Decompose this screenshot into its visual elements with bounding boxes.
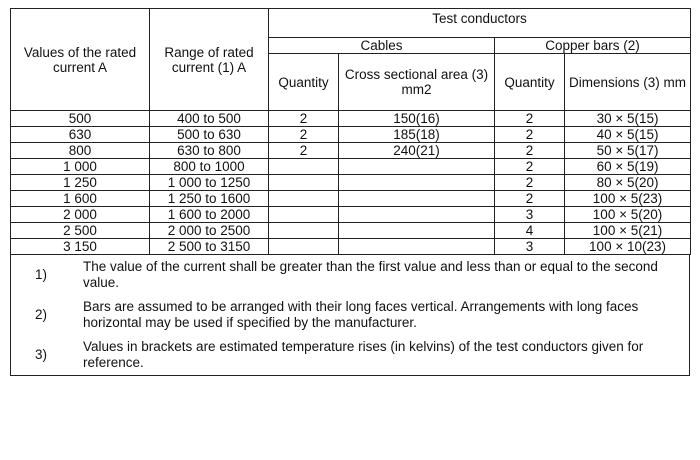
footnote-number: 2) [35,307,48,322]
cell-bar-quantity: 2 [495,159,565,175]
table-row [11,127,691,143]
cell-bar-quantity: 2 [495,175,565,191]
cell-cable-area [339,159,495,175]
footnote-number: 1) [35,267,48,282]
cell-cable-quantity [269,223,339,239]
table-row [11,159,691,175]
footnote-text: Values in brackets are estimated temperature rises (in kelvins) of the test conductors given for reference. [83,339,644,370]
cell-rated-current: 500 [11,111,150,127]
cell-bar-dimensions: 50 × 5(17) [565,143,691,159]
cell-cable-area [339,175,495,191]
cell-cable-quantity: 2 [269,111,339,127]
cell-rated-current: 1 250 [11,175,150,191]
cell-cable-area: 240(21) [339,143,495,159]
cell-bar-quantity: 3 [495,239,565,255]
footnotes [10,255,690,376]
cell-bar-dimensions: 100 × 5(23) [565,191,691,207]
cell-cable-area: 185(18) [339,127,495,143]
header-bar-quantity: Quantity [495,54,565,111]
table-row [11,111,691,127]
footnote [11,295,689,335]
cell-bar-dimensions: 100 × 5(21) [565,223,691,239]
table-row [11,207,691,223]
cell-bar-dimensions: 40 × 5(15) [565,127,691,143]
table-row [11,175,691,191]
cell-range: 1 600 to 2000 [150,207,269,223]
cell-cable-quantity [269,191,339,207]
cell-range: 500 to 630 [150,127,269,143]
test-conductors-table [10,8,691,255]
cell-cable-quantity [269,207,339,223]
header-cables: Cables [269,38,495,54]
cell-rated-current: 1 600 [11,191,150,207]
cell-bar-dimensions: 60 × 5(19) [565,159,691,175]
header-cross-sectional-area: Cross sectional area (3) mm2 [339,54,495,111]
table-row [11,143,691,159]
cell-cable-quantity: 2 [269,143,339,159]
header-range-rated-current: Range of rated current (1) A [150,9,269,111]
cell-rated-current: 2 500 [11,223,150,239]
cell-range: 2 500 to 3150 [150,239,269,255]
footnote-number: 3) [35,347,48,362]
cell-rated-current: 3 150 [11,239,150,255]
header-values-rated-current: Values of the rated current A [11,9,150,111]
cell-cable-area [339,191,495,207]
cell-bar-dimensions: 100 × 10(23) [565,239,691,255]
table-row [11,223,691,239]
table-row [11,191,691,207]
document-page [10,8,690,455]
cell-range: 400 to 500 [150,111,269,127]
cell-bar-quantity: 4 [495,223,565,239]
cell-cable-quantity [269,239,339,255]
header-cable-quantity: Quantity [269,54,339,111]
footnote-text: Bars are assumed to be arranged with their long faces vertical. Arrangements with long faces horizontal may be used if specified by the manufacturer. [83,299,639,330]
cell-cable-quantity [269,159,339,175]
cell-cable-quantity: 2 [269,127,339,143]
cell-range: 1 000 to 1250 [150,175,269,191]
cell-rated-current: 2 000 [11,207,150,223]
header-dimensions: Dimensions (3) mm [565,54,691,111]
cell-rated-current: 1 000 [11,159,150,175]
cell-range: 2 000 to 2500 [150,223,269,239]
cell-bar-quantity: 2 [495,111,565,127]
cell-cable-area [339,207,495,223]
cell-cable-area: 150(16) [339,111,495,127]
cell-bar-dimensions: 100 × 5(20) [565,207,691,223]
cell-range: 630 to 800 [150,143,269,159]
cell-cable-area [339,223,495,239]
footnote-text: The value of the current shall be greater than the first value and less than or equal to the second value. [83,259,658,290]
footnote [11,255,689,295]
header-copper-bars: Copper bars (2) [495,38,691,54]
cell-bar-quantity: 2 [495,127,565,143]
cell-bar-quantity: 2 [495,191,565,207]
header-test-conductors: Test conductors [269,9,691,38]
footnote [11,335,689,375]
cell-rated-current: 630 [11,127,150,143]
table-row [11,239,691,255]
cell-range: 1 250 to 1600 [150,191,269,207]
cell-bar-quantity: 3 [495,207,565,223]
cell-cable-quantity [269,175,339,191]
cell-rated-current: 800 [11,143,150,159]
cell-bar-quantity: 2 [495,143,565,159]
table-body [11,111,691,255]
cell-range: 800 to 1000 [150,159,269,175]
cell-bar-dimensions: 30 × 5(15) [565,111,691,127]
cell-bar-dimensions: 80 × 5(20) [565,175,691,191]
cell-cable-area [339,239,495,255]
